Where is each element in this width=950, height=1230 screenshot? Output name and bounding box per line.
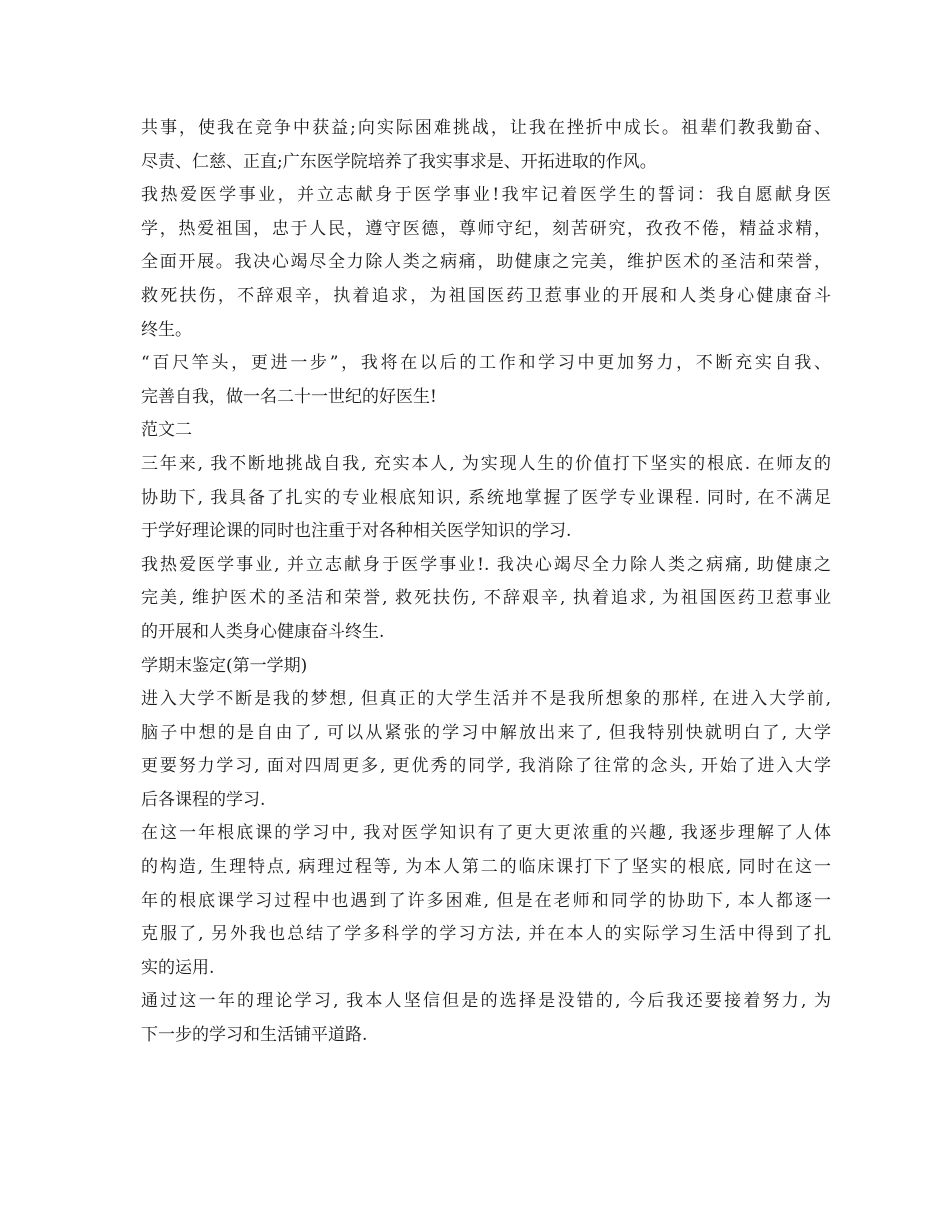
text-line: 的开展和人类身心健康奋斗终生. (141, 621, 385, 642)
text-line: 实的运用. (141, 957, 215, 978)
text-line: 脑子中想的是自由了, 可以从紧张的学习中解放出来了, 但我特别快就明白了, 大学 (141, 722, 831, 743)
text-line: 下一步的学习和生活铺平道路. (141, 1025, 368, 1046)
text-line: 终生。 (141, 319, 192, 340)
document-body (141, 112, 831, 1053)
text-line: 的构造, 生理特点, 病理过程等, 为本人第二的临床课打下了坚实的根底, 同时在这一 (141, 857, 831, 878)
text-line: 通过这一年的理论学习, 我本人坚信但是的选择是没错的, 今后我还要接着努力, 为 (141, 991, 831, 1012)
text-line: 协助下, 我具备了扎实的专业根底知识, 系统地掌握了医学专业课程. 同时, 在不满足 (141, 487, 831, 508)
section-heading: 学期末鉴定(第一学期) (141, 655, 308, 676)
text-line: 三年来, 我不断地挑战自我, 充实本人, 为实现人生的价值打下坚实的根底. 在师友的 (141, 453, 831, 474)
text-line: “百尺竿头，更进一步”，我将在以后的工作和学习中更加努力，不断充实自我、 (141, 353, 831, 374)
text-line: 救死扶伤，不辞艰辛，执着追求，为祖国医药卫惹事业的开展和人类身心健康奋斗 (141, 285, 831, 306)
text-line: 克服了, 另外我也总结了学多科学的学习方法, 并在本人的实际学习生活中得到了扎 (141, 924, 831, 945)
text-line: 我热爱医学事业, 并立志献身于医学事业!. 我决心竭尽全力除人类之病痛, 助健康之 (141, 554, 831, 575)
text-line: 后各课程的学习. (141, 789, 266, 810)
text-line: 于学好理论课的同时也注重于对各种相关医学知识的学习. (141, 521, 572, 542)
text-line: 年的根底课学习过程中也遇到了许多困难, 但是在老师和同学的协助下, 本人都逐一 (141, 890, 831, 911)
text-line: 完善自我，做一名二十一世纪的好医生! (141, 386, 437, 407)
text-line: 完美, 维护医术的圣洁和荣誉, 救死扶伤, 不辞艰辛, 执着追求, 为祖国医药卫惹事业 (141, 588, 831, 609)
text-line: 更要努力学习, 面对四周更多, 更优秀的同学, 我消除了往常的念头, 开始了进入大学 (141, 756, 831, 777)
text-line: 在这一年根底课的学习中, 我对医学知识有了更大更浓重的兴趣, 我逐步理解了人体 (141, 823, 831, 844)
text-line: 全面开展。我决心竭尽全力除人类之病痛，助健康之完美，维护医术的圣洁和荣誉， (141, 252, 831, 273)
text-line: 进入大学不断是我的梦想, 但真正的大学生活并不是我所想象的那样, 在进入大学前, (141, 689, 831, 710)
text-line: 我热爱医学事业，并立志献身于医学事业!我牢记着医学生的誓词：我自愿献身医 (141, 185, 831, 206)
section-heading: 范文二 (141, 420, 192, 441)
text-line: 共事，使我在竞争中获益;向实际困难挑战，让我在挫折中成长。祖辈们教我勤奋、 (141, 118, 831, 138)
text-line: 学，热爱祖国，忠于人民，遵守医德，尊师守纪，刻苦研究，孜孜不倦，精益求精， (141, 218, 831, 239)
text-line: 尽责、仁慈、正直;广东医学院培养了我实事求是、开拓进取的作风。 (141, 151, 657, 172)
